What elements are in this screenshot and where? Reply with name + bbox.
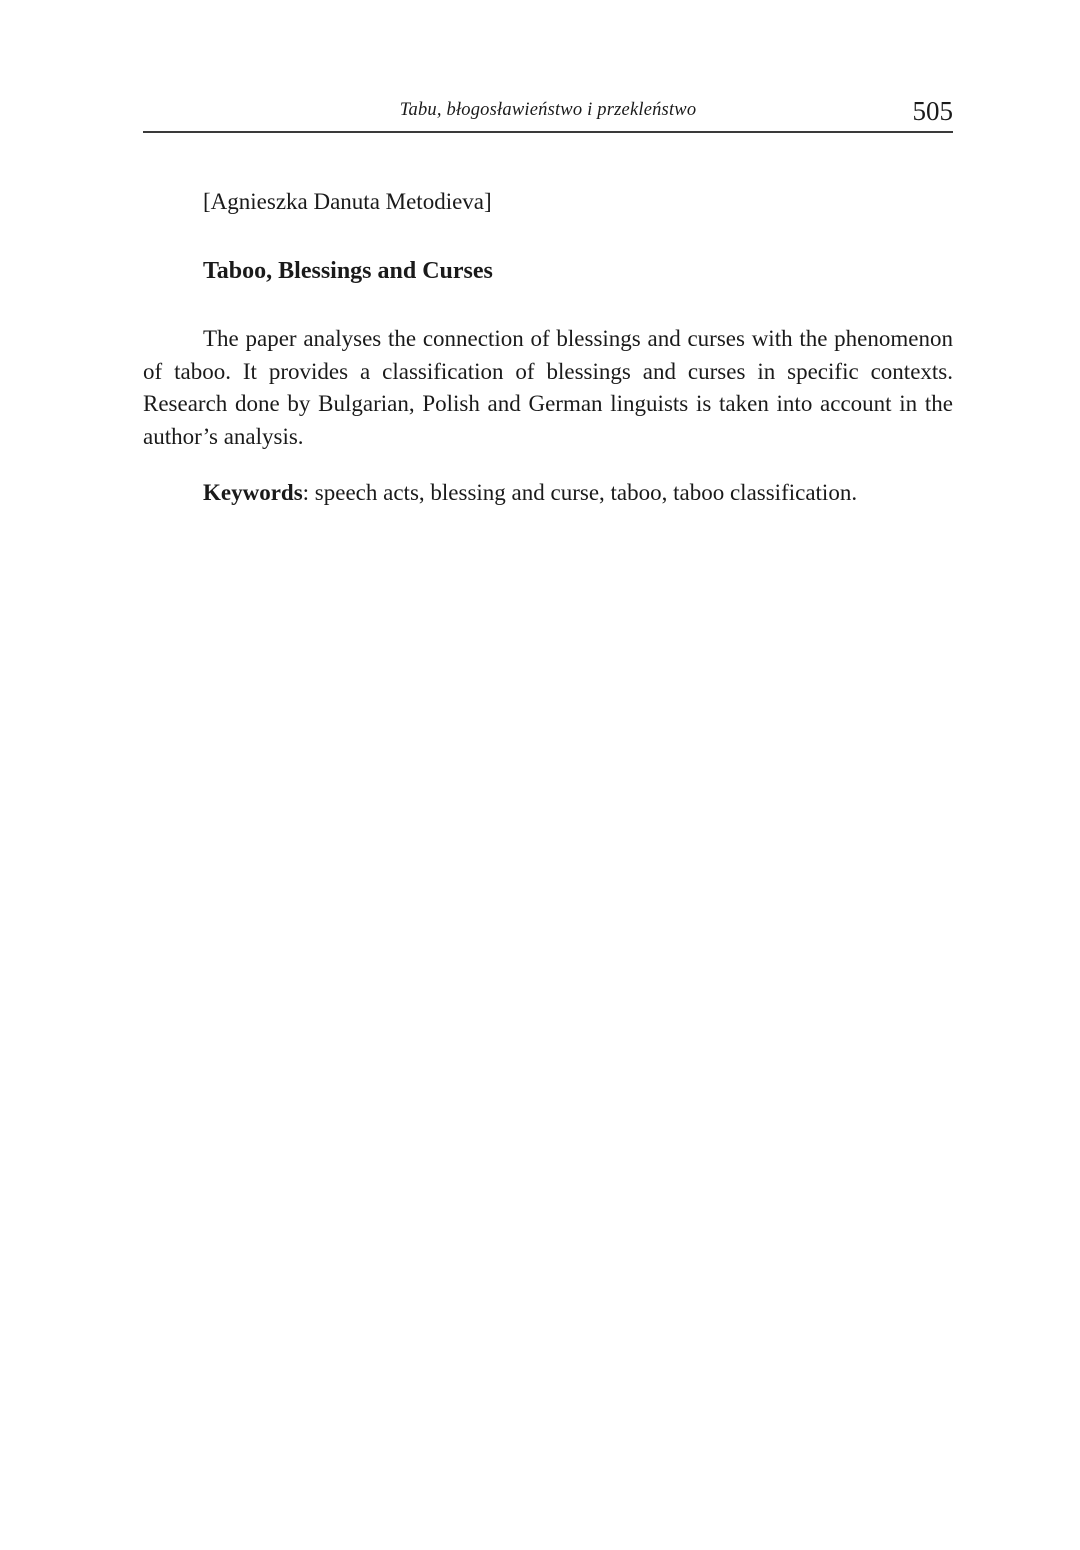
page-content — [143, 96, 953, 532]
keywords-line — [143, 477, 953, 510]
keywords-label: Keywords — [203, 479, 303, 505]
running-head-title: Tabu, błogosławieństwo i przekleństwo — [399, 100, 697, 120]
author-name: [Agnieszka Danuta Metodieva] — [203, 189, 492, 214]
article-title: Taboo, Blessings and Curses — [203, 258, 493, 284]
abstract-paragraph: The paper analyses the connection of blessings and curses with the phenomenon of taboo. It provides a classification of blessings and curses in specific contexts. Research done by Bulgarian, Polish and German linguists is taken into account in the author’s analysis. — [143, 326, 953, 449]
page-number: 505 — [912, 96, 953, 126]
running-head — [143, 96, 953, 133]
keywords-text: : speech acts, blessing and curse, taboo, taboo classification. — [302, 479, 858, 505]
